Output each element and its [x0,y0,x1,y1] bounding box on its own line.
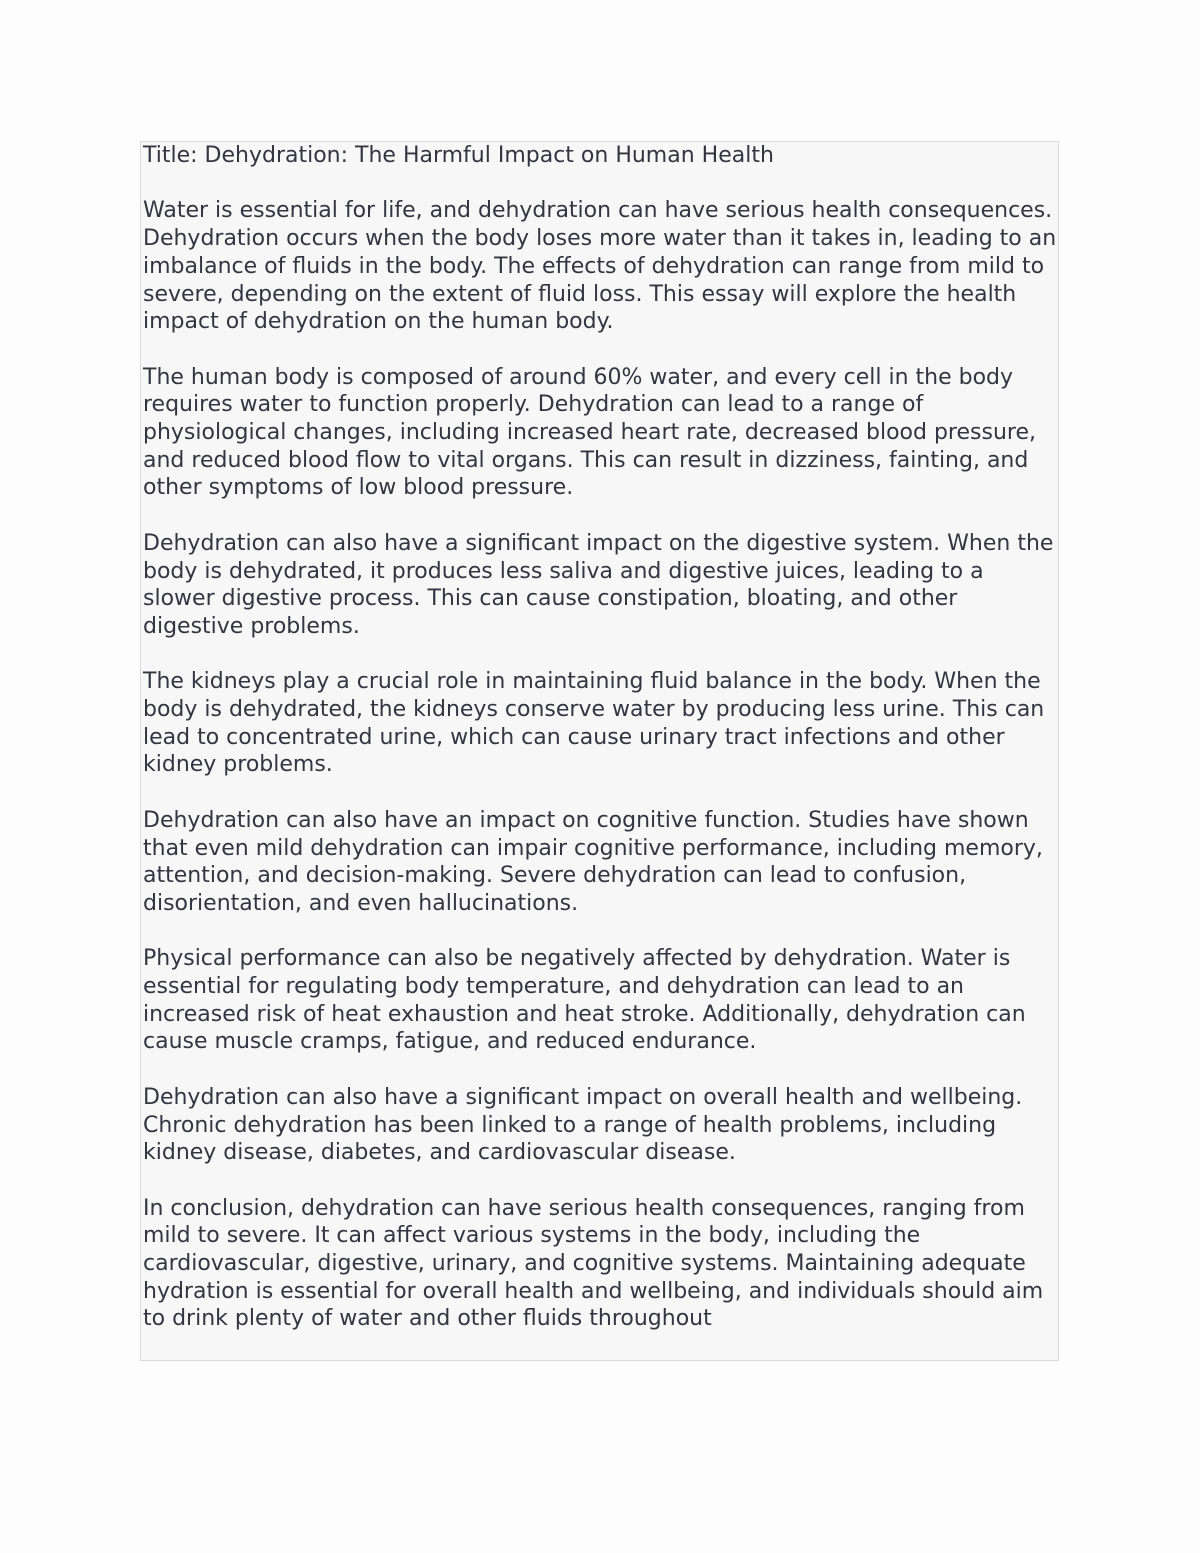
paragraph-kidneys: The kidneys play a crucial role in maintaining fluid balance in the body. When the body is dehydrated, the kidneys conserve water by producing less urine. This can lead to concentrated urine, which can cause urinary tract infections and other kidney problems. [143,669,1045,778]
paragraph-overall-health: Dehydration can also have a significant impact on overall health and wellbeing. Chronic dehydration has been linked to a range of health problems, including kidney disease, diabetes, and cardiovascular disease. [143,1084,1023,1166]
paragraph-body-water-composition: The human body is composed of around 60% water, and every cell in the body requires water to function properly. Dehydration can lead to a range of physiological changes, including increased heart rate, decreased blood pressure, and reduced blood flow to vital organs. This can result in dizziness, fainting, and other symptoms of low blood pressure. [143,364,1036,501]
essay-title: Title: Dehydration: The Harmful Impact on Human Health [143,143,774,168]
paragraph-introduction: Water is essential for life, and dehydration can have serious health consequences. Dehydration occurs when the body loses more water than it takes in, leading to an imbalance of fluids in the body. The effects of dehydration can range from mild to severe, depending on the extent of fluid loss. This essay will explore the health impact of dehydration on the human body. [143,198,1057,335]
paragraph-physical-performance: Physical performance can also be negatively affected by dehydration. Water is essential for regulating body temperature, and dehydration can lead to an increased risk of heat exhaustion and heat stroke. Additionally, dehydration can cause muscle cramps, fatigue, and reduced endurance. [143,946,1026,1055]
paragraph-conclusion: In conclusion, dehydration can have serious health consequences, ranging from mild to severe. It can affect various systems in the body, including the cardiovascular, digestive, urinary, and cognitive systems. Maintaining adequate hydration is essential for overall health and wellbeing, and individuals should aim to drink plenty of water and other fluids throughout [143,1195,1044,1332]
essay-text-box [140,141,1059,1361]
paragraph-digestive-system: Dehydration can also have a significant impact on the digestive system. When the body is dehydrated, it produces less saliva and digestive juices, leading to a slower digestive process. This can cause constipation, bloating, and other digestive problems. [143,530,1054,639]
paragraph-cognitive-function: Dehydration can also have an impact on cognitive function. Studies have shown that even mild dehydration can impair cognitive performance, including memory, attention, and decision-making. Severe dehydration can lead to confusion, disorientation, and even hallucinations. [143,807,1043,916]
